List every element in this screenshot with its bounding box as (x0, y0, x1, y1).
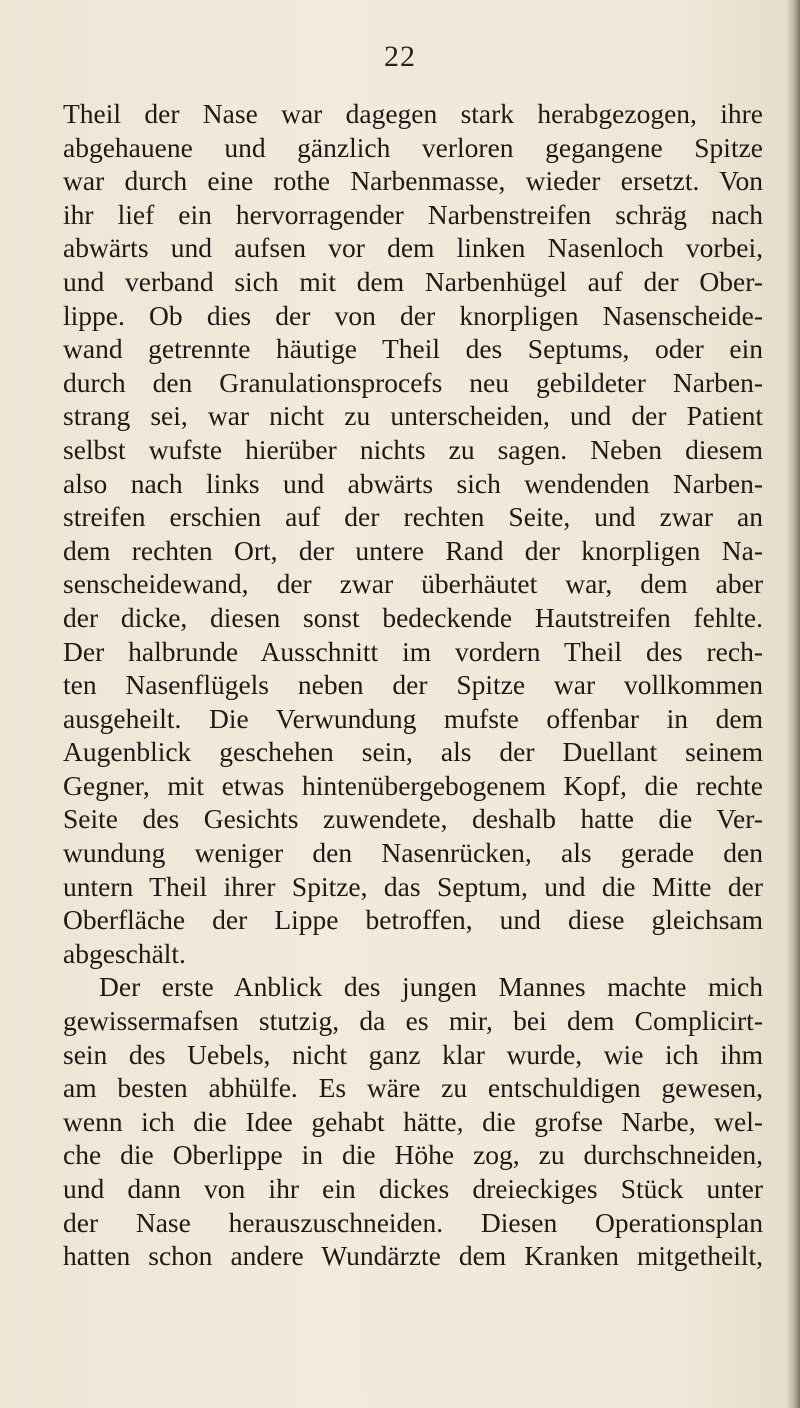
text-line: Gegner, mit etwas hintenübergebogenem Kopf, die rechte (63, 769, 763, 801)
text-line: der dicke, diesen sonst bedeckende Hautstreifen fehlte. (63, 601, 763, 633)
text-line: lippe. Ob dies der von der knorpligen Nasenscheide- (63, 299, 763, 331)
page-number: 22 (384, 40, 416, 73)
text-line: war durch eine rothe Narbenmasse, wieder ersetzt. Von (63, 165, 763, 197)
text-line: strang sei, war nicht zu unterscheiden, und der Patient (63, 400, 763, 432)
text-line: senscheidewand, der zwar überhäutet war, dem aber (63, 568, 763, 600)
text-line: ten Nasenflügels neben der Spitze war vollkommen (63, 669, 763, 701)
text-line: abgehauene und gänzlich verloren gegangene Spitze (63, 131, 763, 163)
text-line: gewissermafsen stutzig, da es mir, bei dem Complicirt- (63, 1005, 763, 1037)
body-text (63, 97, 763, 1273)
text-line: Seite des Gesichts zuwendete, deshalb hatte die Ver- (63, 803, 763, 835)
paragraph-end-line: abgeschält. (63, 937, 186, 969)
text-line: abwärts und aufsen vor dem linken Nasenloch vorbei, (63, 232, 763, 264)
text-line: Theil der Nase war dagegen stark herabgezogen, ihre (63, 98, 763, 129)
text-line: also nach links und abwärts sich wendenden Narben- (63, 467, 763, 499)
text-line: hatten schon andere Wundärzte dem Kranken mitgetheilt, (63, 1240, 763, 1272)
text-line: ihr lief ein hervorragender Narbenstreifen schräg nach (63, 198, 763, 230)
text-line: untern Theil ihrer Spitze, das Septum, und die Mitte der (63, 870, 763, 902)
text-line: dem rechten Ort, der untere Rand der knorpligen Na- (63, 534, 763, 566)
text-line: der Nase herauszuschneiden. Diesen Operationsplan (63, 1206, 763, 1238)
text-line: Oberfläche der Lippe betroffen, und diese gleichsam (63, 904, 763, 936)
text-line: Augenblick geschehen sein, als der Duellant seinem (63, 736, 763, 768)
page-binding-edge (786, 0, 800, 1408)
text-line: am besten abhülfe. Es wäre zu entschuldigen gewesen, (63, 1072, 763, 1104)
text-line: che die Oberlippe in die Höhe zog, zu durchschneiden, (63, 1139, 763, 1171)
text-line: sein des Uebels, nicht ganz klar wurde, wie ich ihm (63, 1038, 763, 1070)
text-line: selbst wufste hierüber nichts zu sagen. Neben diesem (63, 433, 763, 465)
paragraph-start-line: Der erste Anblick des jungen Mannes machte mich (99, 971, 763, 1003)
text-line: wand getrennte häutige Theil des Septums, oder ein (63, 333, 763, 365)
text-line: und dann von ihr ein dickes dreieckiges Stück unter (63, 1173, 763, 1204)
text-line: Der halbrunde Ausschnitt im vordern Theil des rech- (63, 635, 763, 667)
text-line: streifen erschien auf der rechten Seite, und zwar an (63, 501, 763, 533)
text-line: und verband sich mit dem Narbenhügel auf der Ober- (63, 265, 763, 297)
text-line: wundung weniger den Nasenrücken, als gerade den (63, 837, 763, 869)
text-line: wenn ich die Idee gehabt hätte, die grofse Narbe, wel- (63, 1105, 763, 1137)
text-line: durch den Granulationsprocefs neu gebildeter Narben- (63, 366, 763, 398)
text-line: ausgeheilt. Die Verwundung mufste offenbar in dem (63, 702, 763, 734)
